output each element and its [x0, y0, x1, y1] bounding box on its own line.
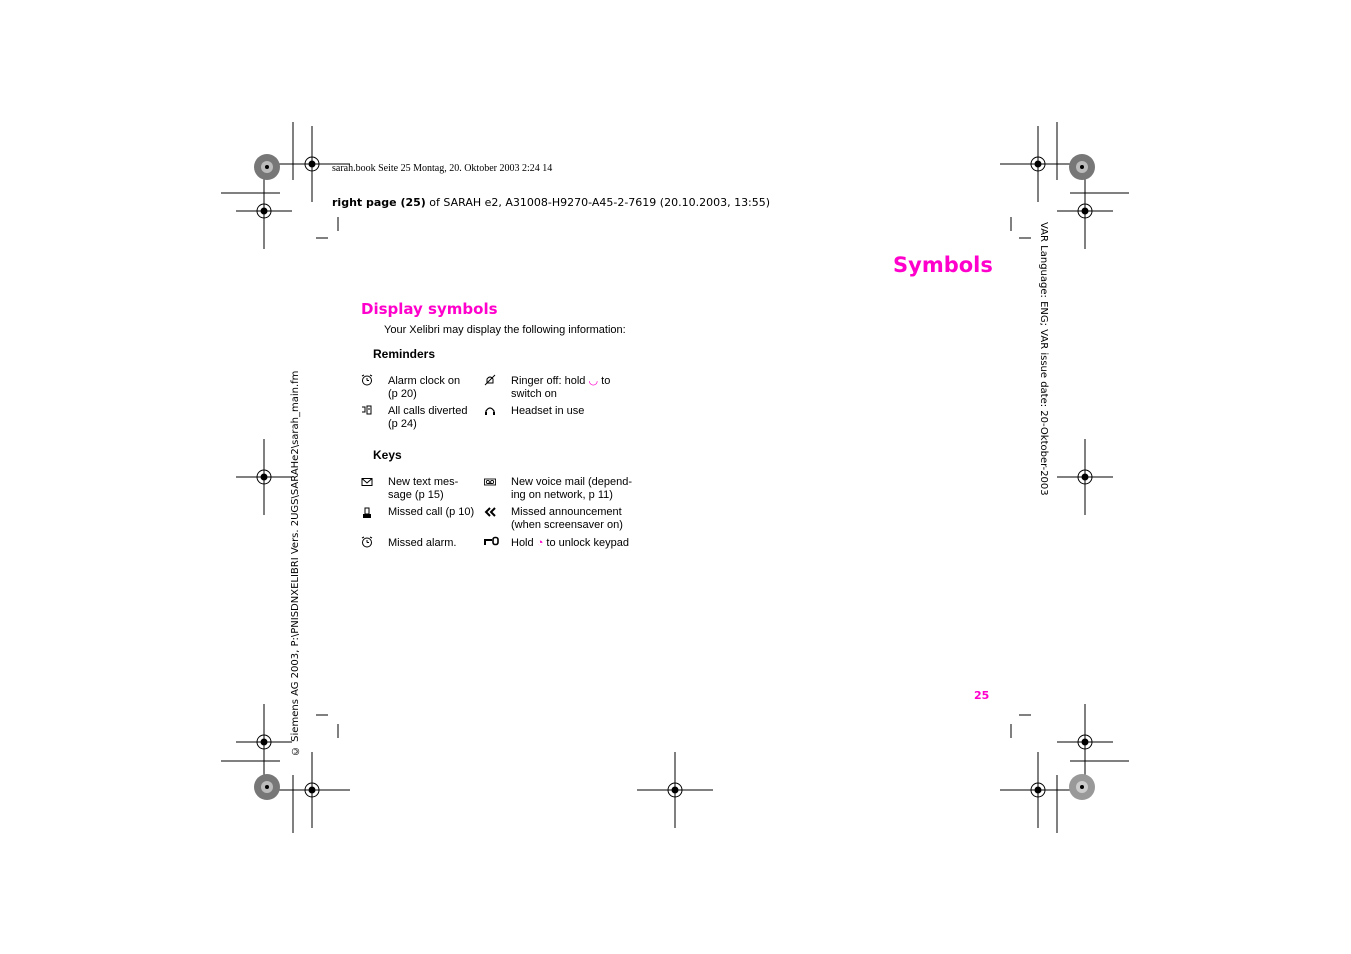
key-new-voice-mail: New voice mail (depend- ing on network, p 11): [511, 476, 633, 501]
alarm-clock-icon: [361, 374, 373, 386]
keys-heading: Keys: [373, 448, 402, 462]
key-missed-announcement: Missed announcement (when screensaver on): [511, 506, 623, 531]
section-heading: Display symbols: [361, 300, 498, 318]
page-reference-bold: right page (25): [332, 196, 426, 209]
key-missed-call: Missed call (p 10): [388, 506, 475, 518]
double-chevron-icon: [484, 506, 496, 518]
envelope-icon: [361, 476, 373, 488]
reminder-calls-diverted: All calls diverted (p 24): [388, 405, 468, 430]
headset-icon: [484, 405, 496, 417]
section-intro: Your Xelibri may display the following information:: [384, 324, 626, 336]
side-text-right: VAR Language: ENG; VAR issue date: 20-Oktober-2003: [1038, 222, 1049, 496]
key-icon: [484, 536, 500, 548]
page-reference: [332, 196, 770, 209]
page-title: Symbols: [893, 253, 993, 277]
key-missed-alarm: Missed alarm.: [388, 537, 457, 549]
page-number: 25: [974, 689, 990, 702]
voicemail-icon: [484, 476, 496, 488]
reminder-alarm-clock: Alarm clock on (p 20): [388, 375, 461, 400]
key-new-text-message: New text mes- sage (p 15): [388, 476, 459, 501]
reminder-headset: Headset in use: [511, 405, 585, 417]
missed-call-icon: [361, 507, 373, 519]
side-text-left: © Siemens AG 2003, P:\PNISDNXELIBRI Vers. 2UGS\SARAHe2\sarah_main.fm: [290, 370, 301, 756]
key-unlock-keypad: Hold ◔ to unlock keypad: [511, 537, 629, 549]
page-reference-rest: of SARAH e2, A31008-H9270-A45-2-7619 (20.10.2003, 13:55): [425, 196, 771, 209]
ringer-off-icon: [484, 374, 496, 386]
star-key-icon: ◔: [536, 537, 544, 549]
alarm-clock-icon: [361, 536, 373, 548]
calls-diverted-icon: [361, 404, 373, 416]
hash-key-icon: ◡: [588, 375, 599, 387]
reminder-ringer-off: Ringer off: hold ◡ to switch on: [511, 375, 611, 400]
reminders-heading: Reminders: [373, 347, 436, 361]
book-info-line: sarah.book Seite 25 Montag, 20. Oktober 2003 2:24 14: [332, 163, 553, 174]
